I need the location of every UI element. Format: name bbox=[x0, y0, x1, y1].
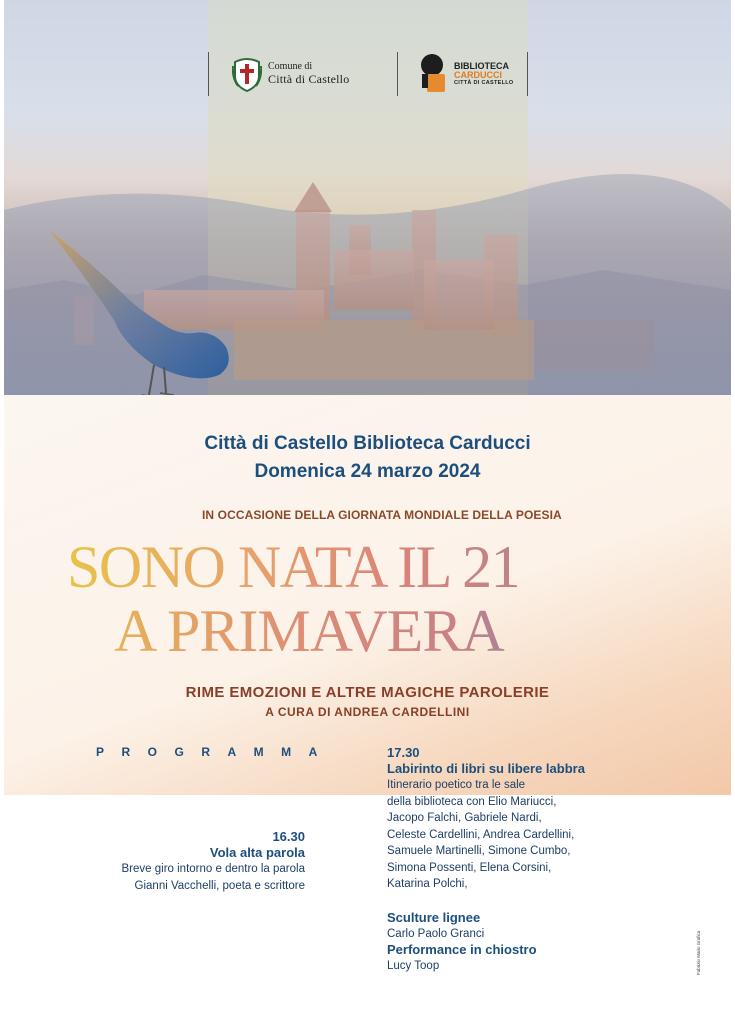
event-line: Katarina Polchi, bbox=[387, 878, 468, 890]
event-line: Jacopo Falchi, Gabriele Nardi, bbox=[387, 812, 542, 824]
divider bbox=[208, 52, 209, 96]
event-title: Vola alta parola bbox=[209, 845, 305, 860]
spacer bbox=[387, 893, 585, 910]
program-second bbox=[387, 745, 585, 975]
poster bbox=[4, 0, 731, 1024]
biblioteca-line1: BIBLIOTECA bbox=[454, 60, 509, 71]
program-first bbox=[122, 829, 305, 894]
event-line: Lucy Toop bbox=[387, 960, 440, 972]
biblioteca-name bbox=[454, 62, 514, 87]
bird-illustration bbox=[44, 225, 234, 410]
comune-name bbox=[268, 62, 349, 85]
crest-icon bbox=[232, 56, 262, 92]
logo-bar bbox=[4, 52, 731, 98]
divider bbox=[527, 52, 528, 96]
divider bbox=[397, 52, 398, 96]
event-line: Simona Possenti, Elena Corsini, bbox=[387, 861, 552, 874]
venue: Città di Castello Biblioteca Carducci bbox=[204, 433, 531, 454]
biblioteca-line3: CITTÀ DI CASTELLO bbox=[454, 79, 514, 86]
title-line1: SONO NATA IL 21 bbox=[67, 537, 677, 597]
event-line: Celeste Cardellini, Andrea Cardellini, bbox=[387, 828, 575, 841]
event-line: Itinerario poetico tra le sale bbox=[387, 779, 526, 791]
event-line: Gianni Vacchelli, poeta e scrittore bbox=[134, 879, 305, 892]
comune-line1: Comune di bbox=[268, 61, 313, 73]
event-time: 16.30 bbox=[272, 829, 305, 844]
event-title: Labirinto di libri su libere labbra bbox=[387, 761, 585, 776]
biblioteca-logo bbox=[418, 52, 514, 96]
bottom-panel bbox=[4, 795, 731, 1024]
title-line2: A PRIMAVERA bbox=[114, 601, 634, 661]
event-line: Carlo Paolo Granci bbox=[387, 927, 485, 940]
comune-line2: Città di Castello bbox=[268, 71, 350, 86]
event-title: Sculture lignee bbox=[387, 909, 481, 925]
curator: A CURA DI ANDREA CARDELLINI bbox=[265, 705, 470, 719]
program-heading: PROGRAMMA bbox=[96, 745, 335, 759]
event-line: della biblioteca con Elio Mariucci, bbox=[387, 795, 557, 808]
event-date: Domenica 24 marzo 2024 bbox=[254, 461, 481, 482]
subtitle: RIME EMOZIONI E ALTRE MAGICHE PAROLERIE bbox=[185, 684, 550, 701]
event-time: 17.30 bbox=[387, 745, 420, 760]
biblioteca-head-icon bbox=[418, 52, 450, 96]
event-line: Samuele Martinelli, Simone Cumbo, bbox=[387, 845, 571, 857]
occasion: IN OCCASIONE DELLA GIORNATA MONDIALE DELLA POESIA bbox=[202, 508, 562, 522]
event-line: Breve giro intorno e dentro la parola bbox=[121, 863, 305, 875]
event-title: Performance in chiostro bbox=[387, 942, 537, 957]
biblioteca-line2: CARDUCCI bbox=[454, 70, 502, 81]
designer-credit: Fabrizio Mario Grafica bbox=[696, 930, 701, 975]
comune-logo bbox=[232, 56, 349, 92]
